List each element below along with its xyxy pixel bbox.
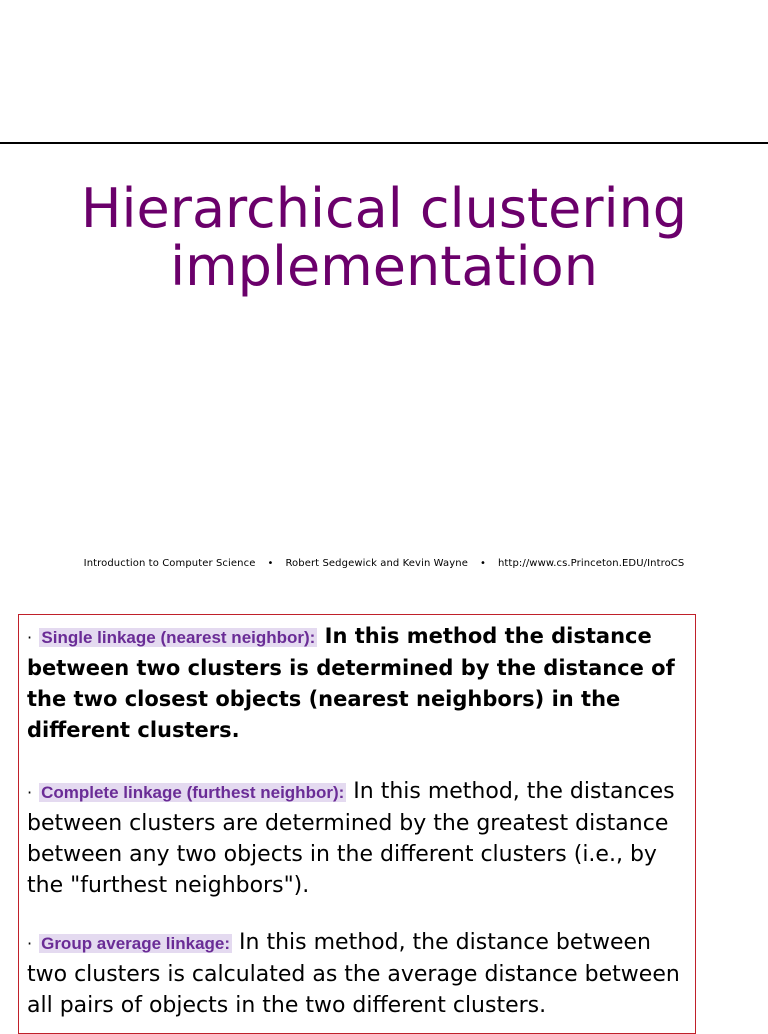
definition-text-single-linkage: In this method the distance between two clusters is determined by the distance of the two closest objects (nearest neighbors) in the different clusters. [27,624,675,742]
slide-title [0,177,768,298]
definition-text-complete-linkage: In this method, the distances between clusters are determined by the greatest distance between any two objects in the different clusters (i.e., by the "furthest neighbors"). [27,779,675,898]
top-divider [0,142,768,144]
term-complete-linkage: Complete linkage (furthest neighbor): [41,783,345,802]
slide-title-line-2: implementation [170,235,598,298]
definition-complete-linkage [27,776,681,901]
footer-separator-1: • [267,558,274,569]
term-single-linkage: Single linkage (nearest neighbor): [41,628,316,647]
definition-text-group-average-linkage: In this method, the distance between two clusters is calculated as the average distance between all pairs of objects in the two different clusters. [27,930,680,1018]
footer-separator-2: • [479,558,486,569]
footer-url: http://www.cs.Princeton.EDU/IntroCS [497,558,685,569]
footer-course: Introduction to Computer Science [83,558,256,569]
bullet-icon: · [27,783,33,802]
definitions-box [18,614,696,1034]
bullet-icon: · [27,934,33,953]
footer-authors: Robert Sedgewick and Kevin Wayne [285,558,468,569]
bullet-icon: · [27,628,33,647]
slide-title-line-1: Hierarchical clustering [80,177,688,240]
definition-single-linkage [27,621,681,746]
slide-footer [0,558,768,569]
term-group-average-linkage: Group average linkage: [41,934,231,953]
definition-group-average-linkage [27,927,681,1021]
